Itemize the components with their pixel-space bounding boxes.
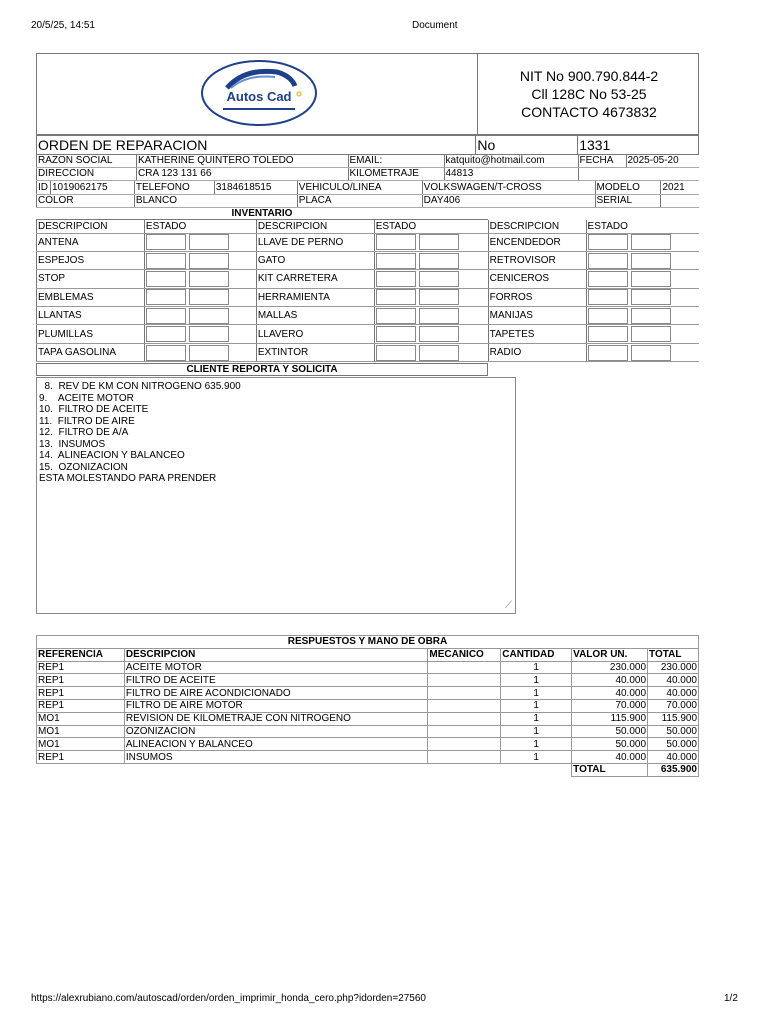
inventory-estado-cell xyxy=(144,270,256,288)
parts-cell-total: 70.000 xyxy=(648,699,699,712)
parts-cell-valor-un: 40.000 xyxy=(572,687,648,700)
estado-checkbox[interactable] xyxy=(631,271,671,287)
parts-row xyxy=(37,738,699,751)
inventory-item-label: PLUMILLAS xyxy=(37,325,145,343)
direccion-value: CRA 123 131 66 xyxy=(137,167,349,180)
parts-row xyxy=(37,712,699,725)
parts-cell-referencia: REP1 xyxy=(37,687,125,700)
inventory-item-label: TAPETES xyxy=(488,325,586,343)
estado-checkbox[interactable] xyxy=(419,234,459,250)
parts-cell-total: 40.000 xyxy=(648,674,699,687)
print-page-count: 1/2 xyxy=(724,993,738,1004)
inventory-item-label: RADIO xyxy=(488,343,586,361)
parts-cell-cantidad: 1 xyxy=(501,751,572,764)
inventory-row xyxy=(37,233,700,251)
estado-checkbox[interactable] xyxy=(419,326,459,342)
company-info xyxy=(478,54,700,134)
inventory-estado-cell xyxy=(144,288,256,306)
company-contact: CONTACTO 4673832 xyxy=(521,104,657,120)
estado-checkbox[interactable] xyxy=(189,345,229,361)
parts-cell-valor-un: 40.000 xyxy=(572,751,648,764)
parts-cell-mecanico xyxy=(428,751,501,764)
parts-cell-total: 40.000 xyxy=(648,687,699,700)
inventory-estado-cell xyxy=(144,233,256,251)
inventory-estado-cell xyxy=(144,307,256,325)
request-title: CLIENTE REPORTA Y SOLICITA xyxy=(36,363,488,376)
inventory-item-label: HERRAMIENTA xyxy=(256,288,374,306)
company-nit: NIT No 900.790.844-2 xyxy=(519,68,659,84)
estado-checkbox[interactable] xyxy=(631,308,671,324)
parts-total-value: 635.900 xyxy=(648,763,699,776)
svg-text:Autos Cad: Autos Cad xyxy=(226,89,292,104)
parts-cell-mecanico xyxy=(428,712,501,725)
parts-row xyxy=(37,751,699,764)
estado-checkbox[interactable] xyxy=(376,271,416,287)
placa-label: PLACA xyxy=(297,194,422,207)
parts-cell-descripcion: FILTRO DE ACEITE xyxy=(124,674,428,687)
parts-cell-referencia: MO1 xyxy=(37,712,125,725)
inventory-estado-cell xyxy=(586,307,699,325)
parts-cell-descripcion: FILTRO DE AIRE ACONDICIONADO xyxy=(124,687,428,700)
parts-cell-mecanico xyxy=(428,738,501,751)
inventory-title: INVENTARIO xyxy=(36,208,488,220)
inventory-item-label: MANIJAS xyxy=(488,307,586,325)
inventory-estado-cell xyxy=(374,343,488,361)
inventory-row xyxy=(37,288,700,306)
inventory-estado-cell xyxy=(374,251,488,269)
parts-cell-mecanico xyxy=(428,661,501,674)
order-no-value: 1331 xyxy=(578,136,699,155)
parts-cell-descripcion: INSUMOS xyxy=(124,751,428,764)
parts-cell-descripcion: FILTRO DE AIRE MOTOR xyxy=(124,699,428,712)
parts-total-row xyxy=(37,763,699,776)
inventory-table xyxy=(36,220,699,362)
razon-value: KATHERINE QUINTERO TOLEDO xyxy=(137,154,349,167)
estado-checkbox[interactable] xyxy=(189,253,229,269)
parts-row xyxy=(37,699,699,712)
inventory-estado-cell xyxy=(586,288,699,306)
vehiculo-label: VEHICULO/LINEA xyxy=(297,181,422,194)
print-datetime: 20/5/25, 14:51 xyxy=(31,20,95,31)
parts-cell-mecanico xyxy=(428,699,501,712)
estado-checkbox[interactable] xyxy=(419,308,459,324)
inventory-estado-cell xyxy=(374,307,488,325)
email-value: katquito@hotmail.com xyxy=(444,154,578,167)
estado-checkbox[interactable] xyxy=(376,253,416,269)
request-line: 10. FILTRO DE ACEITE xyxy=(39,404,149,415)
estado-checkbox[interactable] xyxy=(631,345,671,361)
inv-estado-header-3: ESTADO xyxy=(586,220,699,233)
request-line: 13. INSUMOS xyxy=(39,438,106,450)
id-value: 1019062175 xyxy=(50,181,134,194)
inventory-estado-cell xyxy=(374,288,488,306)
parts-cell-cantidad: 1 xyxy=(501,674,572,687)
request-line: 9. ACEITE MOTOR xyxy=(39,392,134,404)
serial-label: SERIAL xyxy=(595,194,661,207)
parts-cell-referencia: MO1 xyxy=(37,738,125,751)
parts-row xyxy=(37,687,699,700)
parts-cell-valor-un: 50.000 xyxy=(572,738,648,751)
inv-estado-header-1: ESTADO xyxy=(144,220,256,233)
inventory-estado-cell xyxy=(586,270,699,288)
inventory-estado-cell xyxy=(374,270,488,288)
parts-cell-total: 230.000 xyxy=(648,661,699,674)
inventory-row xyxy=(37,343,700,361)
estado-checkbox[interactable] xyxy=(419,345,459,361)
parts-row xyxy=(37,661,699,674)
parts-header-row xyxy=(37,648,699,661)
parts-cell-descripcion: ALINEACION Y BALANCEO xyxy=(124,738,428,751)
parts-total-label: TOTAL xyxy=(572,763,648,776)
request-line: 15. OZONIZACION xyxy=(39,461,128,473)
estado-checkbox[interactable] xyxy=(146,345,186,361)
inventory-estado-cell xyxy=(144,343,256,361)
estado-checkbox[interactable] xyxy=(376,308,416,324)
inventory-estado-cell xyxy=(586,233,699,251)
parts-cell-referencia: REP1 xyxy=(37,674,125,687)
parts-cell-descripcion: ACEITE MOTOR xyxy=(124,661,428,674)
vehicle-info-table xyxy=(36,181,699,208)
estado-checkbox[interactable] xyxy=(419,271,459,287)
inventory-estado-cell xyxy=(374,233,488,251)
inventory-item-label: MALLAS xyxy=(256,307,374,325)
modelo-value: 2021 xyxy=(661,181,699,194)
parts-cell-mecanico xyxy=(428,674,501,687)
parts-cell-descripcion: REVISION DE KILOMETRAJE CON NITROGENO xyxy=(124,712,428,725)
inventory-row xyxy=(37,270,700,288)
inventory-estado-cell xyxy=(586,343,699,361)
parts-row xyxy=(37,725,699,738)
parts-cell-valor-un: 115.900 xyxy=(572,712,648,725)
inv-estado-header-2: ESTADO xyxy=(374,220,488,233)
request-line: 8. REV DE KM CON NITROGENO 635.900 xyxy=(39,381,241,392)
estado-checkbox[interactable] xyxy=(189,234,229,250)
request-line: 12. FILTRO DE A/A xyxy=(39,427,129,438)
parts-cell-cantidad: 1 xyxy=(501,699,572,712)
parts-cell-descripcion: OZONIZACION xyxy=(124,725,428,738)
parts-cell-total: 115.900 xyxy=(648,712,699,725)
parts-cell-referencia: REP1 xyxy=(37,699,125,712)
estado-checkbox[interactable] xyxy=(189,271,229,287)
estado-checkbox[interactable] xyxy=(588,345,628,361)
parts-cell-total: 40.000 xyxy=(648,751,699,764)
inventory-item-label: KIT CARRETERA xyxy=(256,270,374,288)
col-valor-un: VALOR UN. xyxy=(572,648,648,661)
col-mecanico: MECANICO xyxy=(428,648,501,661)
inventory-row xyxy=(37,325,700,343)
direccion-label: DIRECCION xyxy=(37,167,137,180)
parts-table xyxy=(36,635,699,777)
inventory-item-label: STOP xyxy=(37,270,145,288)
vehiculo-value: VOLKSWAGEN/T-CROSS xyxy=(422,181,595,194)
placa-value: DAY406 xyxy=(422,194,595,207)
order-title: ORDEN DE REPARACION xyxy=(37,136,476,155)
estado-checkbox[interactable] xyxy=(631,289,671,305)
parts-cell-cantidad: 1 xyxy=(501,661,572,674)
parts-cell-referencia: REP1 xyxy=(37,661,125,674)
razon-label: RAZON SOCIAL xyxy=(37,154,137,167)
inventory-item-label: ANTENA xyxy=(37,233,145,251)
estado-checkbox[interactable] xyxy=(376,289,416,305)
company-header xyxy=(36,53,699,135)
fecha-label: FECHA xyxy=(578,154,626,167)
client-info-table xyxy=(36,154,699,181)
parts-cell-mecanico xyxy=(428,687,501,700)
col-referencia: REFERENCIA xyxy=(37,648,125,661)
estado-checkbox[interactable] xyxy=(631,253,671,269)
estado-checkbox[interactable] xyxy=(146,271,186,287)
parts-cell-cantidad: 1 xyxy=(501,712,572,725)
inventory-item-label: GATO xyxy=(256,251,374,269)
parts-cell-total: 50.000 xyxy=(648,725,699,738)
estado-checkbox[interactable] xyxy=(189,326,229,342)
estado-checkbox[interactable] xyxy=(376,326,416,342)
email-label: EMAIL: xyxy=(348,154,444,167)
order-no-label: No xyxy=(476,136,578,155)
fecha-value: 2025-05-20 xyxy=(626,154,699,167)
km-value: 44813 xyxy=(444,167,578,180)
inventory-item-label: LLAVE DE PERNO xyxy=(256,233,374,251)
color-label: COLOR xyxy=(37,194,135,207)
telefono-value: 3184618515 xyxy=(214,181,297,194)
parts-row xyxy=(37,674,699,687)
color-value: BLANCO xyxy=(134,194,297,207)
estado-checkbox[interactable] xyxy=(189,289,229,305)
inventory-item-label: CENICEROS xyxy=(488,270,586,288)
estado-checkbox[interactable] xyxy=(588,271,628,287)
col-descripcion: DESCRIPCION xyxy=(124,648,428,661)
company-address: Cll 128C No 53-25 xyxy=(531,86,647,102)
inventory-estado-cell xyxy=(374,325,488,343)
inv-desc-header-1: DESCRIPCION xyxy=(37,220,145,233)
estado-checkbox[interactable] xyxy=(419,253,459,269)
inventory-row xyxy=(37,307,700,325)
inventory-item-label: TAPA GASOLINA xyxy=(37,343,145,361)
request-line: 14. ALINEACION Y BALANCEO xyxy=(39,450,185,461)
serial-value xyxy=(661,194,699,207)
inventory-item-label: EMBLEMAS xyxy=(37,288,145,306)
inventory-estado-cell xyxy=(144,251,256,269)
estado-checkbox[interactable] xyxy=(631,326,671,342)
inventory-estado-cell xyxy=(586,325,699,343)
inventory-item-label: ENCENDEDOR xyxy=(488,233,586,251)
parts-cell-referencia: REP1 xyxy=(37,751,125,764)
parts-cell-mecanico xyxy=(428,725,501,738)
parts-cell-cantidad: 1 xyxy=(501,687,572,700)
parts-cell-valor-un: 40.000 xyxy=(572,674,648,687)
estado-checkbox[interactable] xyxy=(146,289,186,305)
inventory-item-label: EXTINTOR xyxy=(256,343,374,361)
estado-checkbox[interactable] xyxy=(146,308,186,324)
estado-checkbox[interactable] xyxy=(146,234,186,250)
parts-cell-valor-un: 230.000 xyxy=(572,661,648,674)
inventory-estado-cell xyxy=(586,251,699,269)
estado-checkbox[interactable] xyxy=(419,289,459,305)
request-textarea[interactable] xyxy=(36,377,516,614)
company-logo xyxy=(199,58,319,128)
inv-desc-header-3: DESCRIPCION xyxy=(488,220,586,233)
print-url: https://alexrubiano.com/autoscad/orden/orden_imprimir_honda_cero.php?idorden=27560 xyxy=(31,993,426,1004)
km-label: KILOMETRAJE xyxy=(348,167,444,180)
estado-checkbox[interactable] xyxy=(146,326,186,342)
estado-checkbox[interactable] xyxy=(376,345,416,361)
parts-cell-cantidad: 1 xyxy=(501,738,572,751)
request-line: 11. FILTRO DE AIRE xyxy=(39,415,135,427)
estado-checkbox[interactable] xyxy=(588,308,628,324)
inventory-item-label: LLAVERO xyxy=(256,325,374,343)
inventory-item-label: LLANTAS xyxy=(37,307,145,325)
inv-desc-header-2: DESCRIPCION xyxy=(256,220,374,233)
estado-checkbox[interactable] xyxy=(588,289,628,305)
request-line: ESTA MOLESTANDO PARA PRENDER xyxy=(39,473,217,484)
order-title-row xyxy=(36,135,699,155)
resize-handle-icon[interactable]: ⟋ xyxy=(505,599,512,611)
estado-checkbox[interactable] xyxy=(376,234,416,250)
print-title: Document xyxy=(412,20,458,31)
estado-checkbox[interactable] xyxy=(631,234,671,250)
parts-cell-referencia: MO1 xyxy=(37,725,125,738)
id-label: ID xyxy=(37,181,51,194)
estado-checkbox[interactable] xyxy=(588,326,628,342)
estado-checkbox[interactable] xyxy=(146,253,186,269)
inventory-item-label: RETROVISOR xyxy=(488,251,586,269)
inventory-estado-cell xyxy=(144,325,256,343)
parts-cell-total: 50.000 xyxy=(648,738,699,751)
inventory-row xyxy=(37,251,700,269)
parts-title: RESPUESTOS Y MANO DE OBRA xyxy=(37,636,699,649)
inventory-item-label: FORROS xyxy=(488,288,586,306)
col-total: TOTAL xyxy=(648,648,699,661)
parts-cell-cantidad: 1 xyxy=(501,725,572,738)
modelo-label: MODELO xyxy=(595,181,661,194)
parts-cell-valor-un: 50.000 xyxy=(572,725,648,738)
estado-checkbox[interactable] xyxy=(588,253,628,269)
estado-checkbox[interactable] xyxy=(189,308,229,324)
inventory-item-label: ESPEJOS xyxy=(37,251,145,269)
telefono-label: TELEFONO xyxy=(134,181,214,194)
parts-cell-valor-un: 70.000 xyxy=(572,699,648,712)
col-cantidad: CANTIDAD xyxy=(501,648,572,661)
estado-checkbox[interactable] xyxy=(588,234,628,250)
